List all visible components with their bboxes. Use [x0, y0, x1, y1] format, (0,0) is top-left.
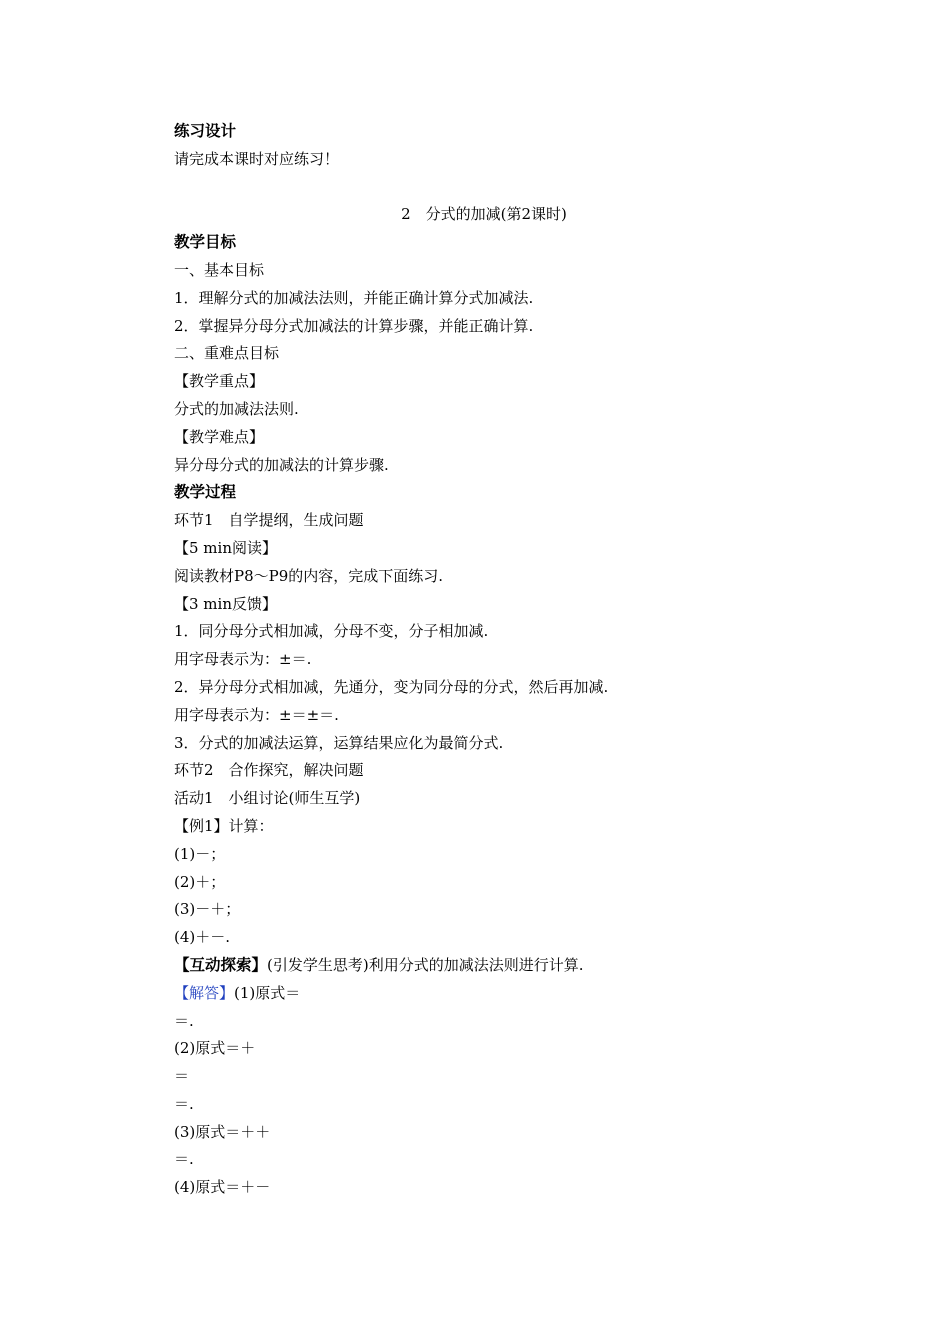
example-item: (1)－；: [174, 844, 226, 863]
section-2-title: 环节2 合作探究，解决问题: [174, 761, 364, 780]
example-item: (4)＋－.: [174, 928, 231, 947]
feedback-label: 【3 min反馈】: [174, 594, 277, 613]
lesson-title: 2 分式的加减(第2课时): [401, 205, 567, 224]
feedback-line: 1．同分母分式相加减，分母不变，分子相加减.: [174, 622, 489, 641]
practice-heading: 练习设计: [174, 122, 237, 140]
basic-goal-item: 1．理解分式的加减法法则，并能正确计算分式加减法.: [174, 288, 534, 307]
process-heading: 教学过程: [174, 483, 237, 502]
answer-step: ＝.: [174, 1094, 194, 1113]
feedback-line: 用字母表示为：±＝.: [174, 650, 312, 669]
answer-step: (3)原式＝＋＋: [174, 1122, 271, 1141]
focus-text: 分式的加减法法则.: [174, 399, 299, 418]
practice-text: 请完成本课时对应练习！: [174, 149, 340, 168]
answer-step: ＝.: [174, 1150, 194, 1169]
key-goals-heading: 二、重难点目标: [174, 344, 280, 363]
read-label: 【5 min阅读】: [174, 538, 277, 557]
example-text: 计算：: [228, 816, 274, 835]
explore-text: (引发学生思考)利用分式的加减法法则进行计算.: [267, 955, 584, 974]
answer-step: (2)原式＝＋: [174, 1039, 256, 1058]
focus-label: 【教学重点】: [174, 372, 265, 391]
answer-line: [174, 980, 794, 1008]
difficulty-label: 【教学难点】: [174, 427, 265, 446]
basic-goal-item: 2．掌握异分母分式加减法的计算步骤，并能正确计算.: [174, 316, 534, 335]
answer-step: ＝: [174, 1067, 190, 1086]
answer-label: 【解答】: [174, 983, 235, 1002]
answer-first: (1)原式＝: [234, 983, 301, 1002]
basic-goals-heading: 一、基本目标: [174, 260, 265, 279]
read-text: 阅读教材P8～P9的内容，完成下面练习.: [174, 566, 444, 585]
example-item: (2)＋；: [174, 872, 226, 891]
answer-step: (4)原式＝＋－: [174, 1178, 271, 1197]
feedback-line: 2．异分母分式相加减，先通分，变为同分母的分式，然后再加减.: [174, 677, 609, 696]
answer-step: ＝.: [174, 1011, 194, 1030]
section-1-title: 环节1 自学提纲，生成问题: [174, 511, 364, 530]
explore-label: 【互动探索】: [174, 955, 268, 974]
goals-heading: 教学目标: [174, 233, 237, 252]
document-page: [174, 118, 794, 1202]
example-label: 【例1】: [174, 816, 229, 835]
example-item: (3)－＋；: [174, 900, 241, 919]
spacer: [174, 174, 794, 202]
feedback-line: 3．分式的加减法运算，运算结果应化为最简分式.: [174, 733, 504, 752]
feedback-line: 用字母表示为：±＝±＝.: [174, 705, 339, 724]
difficulty-text: 异分母分式的加减法的计算步骤.: [174, 455, 389, 474]
activity-1-title: 活动1 小组讨论(师生互学): [174, 789, 361, 808]
explore-line: [174, 952, 794, 980]
example-1: [174, 813, 794, 841]
